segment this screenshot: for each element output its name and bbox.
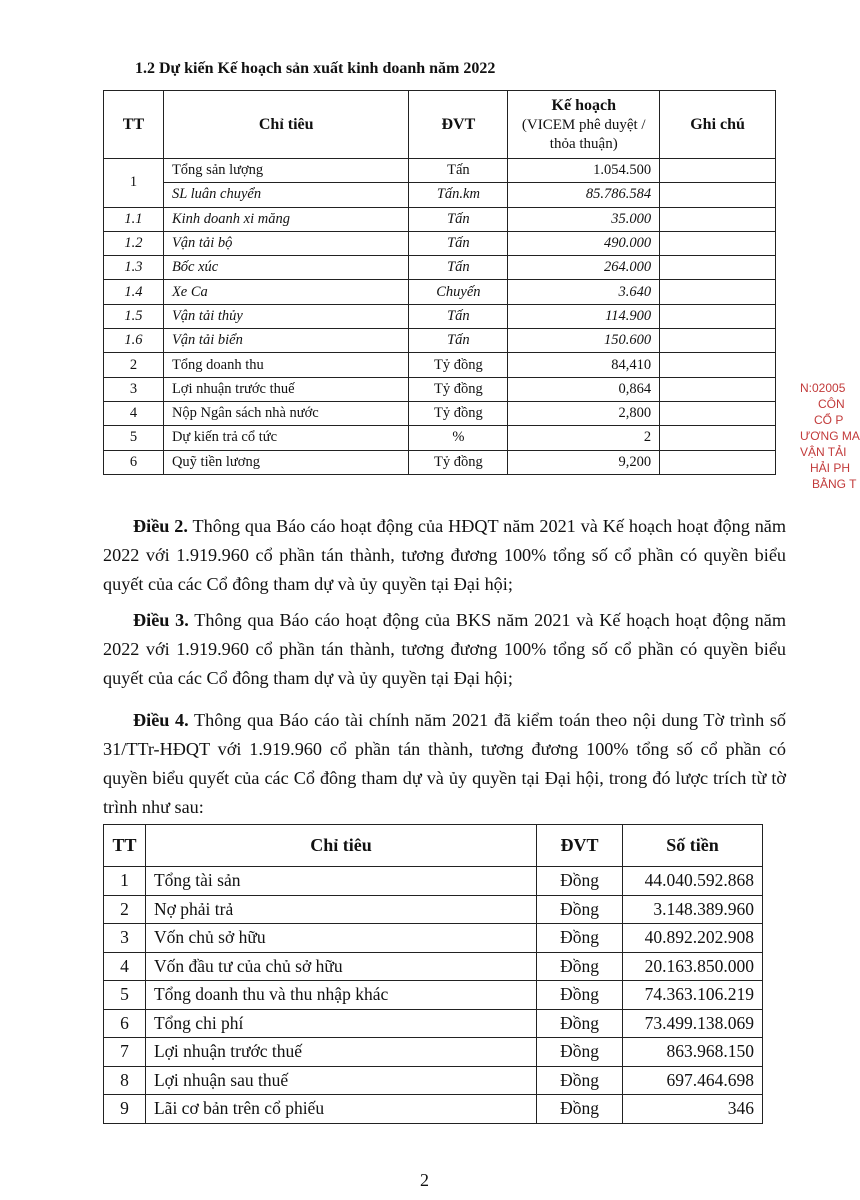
cell-tt: 3 (104, 924, 146, 953)
table-row (104, 450, 776, 474)
table-row (104, 159, 776, 183)
cell-dvt: Tấn (409, 207, 508, 231)
cell-chi-tieu: Xe Ca (163, 280, 409, 304)
cell-chi-tieu: Tổng doanh thu (163, 353, 409, 377)
cell-dvt: Đồng (537, 981, 623, 1010)
cell-chi-tieu: Vốn đầu tư của chủ sở hữu (145, 952, 536, 981)
cell-dvt: Đồng (537, 924, 623, 953)
cell-ghi-chu (660, 329, 776, 353)
cell-tt: 1.5 (104, 304, 164, 328)
cell-dvt: Tỷ đồng (409, 450, 508, 474)
cell-value: 1.054.500 (508, 159, 660, 183)
cell-dvt: Đồng (537, 895, 623, 924)
cell-ghi-chu (660, 280, 776, 304)
cell-value: 490.000 (508, 231, 660, 255)
cell-tt: 9 (104, 1095, 146, 1124)
cell-value: 863.968.150 (623, 1038, 763, 1067)
cell-value: 2,800 (508, 401, 660, 425)
cell-chi-tieu: Tổng chi phí (145, 1009, 536, 1038)
financial-table (103, 824, 763, 1124)
cell-dvt: Tỷ đồng (409, 353, 508, 377)
table-row (104, 426, 776, 450)
cell-tt: 1 (104, 159, 164, 208)
table-row (104, 952, 763, 981)
cell-ghi-chu (660, 183, 776, 207)
dieu-3-text: Thông qua Báo cáo hoạt động của BKS năm 2021 và Kế hoạch hoạt động năm 2022 với 1.919.960 cổ phần tán thành, tương đương 100% tổng số cổ phần có quyền biểu quyết của các Cổ đông tham dự và ủy quyền tại Đại hội; (103, 610, 787, 688)
header-ke-hoach (508, 91, 660, 159)
cell-value: 85.786.584 (508, 183, 660, 207)
cell-tt: 2 (104, 895, 146, 924)
header-chi-tieu: Chỉ tiêu (163, 91, 409, 159)
cell-chi-tieu: Tổng doanh thu và thu nhập khác (145, 981, 536, 1010)
cell-chi-tieu: Tổng sản lượng (163, 159, 409, 183)
cell-value: 150.600 (508, 329, 660, 353)
table-row (104, 924, 763, 953)
cell-value: 3.640 (508, 280, 660, 304)
cell-ghi-chu (660, 450, 776, 474)
header-ke-hoach-sub: (VICEM phê duyệt / thỏa thuận) (521, 116, 646, 152)
cell-chi-tieu: Quỹ tiền lương (163, 450, 409, 474)
table-row (104, 329, 776, 353)
cell-dvt: Đồng (537, 1095, 623, 1124)
table-row (104, 377, 776, 401)
table-row (104, 231, 776, 255)
cell-dvt: Tỷ đồng (409, 401, 508, 425)
cell-value: 73.499.138.069 (623, 1009, 763, 1038)
cell-ghi-chu (660, 304, 776, 328)
cell-tt: 8 (104, 1066, 146, 1095)
cell-chi-tieu: SL luân chuyển (163, 183, 409, 207)
header-ghi-chu: Ghi chú (660, 91, 776, 159)
table-row (104, 353, 776, 377)
cell-tt: 1.3 (104, 256, 164, 280)
cell-value: 2 (508, 426, 660, 450)
stamp-line: HẢI PH (810, 461, 851, 475)
plan-table-header (104, 91, 776, 159)
dieu-2-label: Điều 2. (133, 516, 188, 536)
cell-value: 697.464.698 (623, 1066, 763, 1095)
table-row (104, 1009, 763, 1038)
cell-ghi-chu (660, 207, 776, 231)
table-row (104, 895, 763, 924)
table-row (104, 401, 776, 425)
header-tt: TT (104, 91, 164, 159)
stamp-line: CÔN (818, 397, 845, 411)
cell-tt: 1.1 (104, 207, 164, 231)
cell-tt: 4 (104, 952, 146, 981)
cell-tt: 1.4 (104, 280, 164, 304)
cell-value: 114.900 (508, 304, 660, 328)
cell-value: 40.892.202.908 (623, 924, 763, 953)
cell-dvt: Đồng (537, 1066, 623, 1095)
stamp-line: VẬN TẢI (800, 445, 847, 459)
cell-chi-tieu: Nộp Ngân sách nhà nước (163, 401, 409, 425)
table-row (104, 867, 763, 896)
cell-tt: 7 (104, 1038, 146, 1067)
cell-value: 264.000 (508, 256, 660, 280)
cell-tt: 6 (104, 450, 164, 474)
cell-dvt: Tấn (409, 256, 508, 280)
stamp-line: CỔ P (814, 413, 844, 427)
cell-chi-tieu: Vận tải biển (163, 329, 409, 353)
cell-tt: 1.6 (104, 329, 164, 353)
cell-chi-tieu: Tổng tài sản (145, 867, 536, 896)
cell-chi-tieu: Kinh doanh xi măng (163, 207, 409, 231)
cell-dvt: Tấn (409, 329, 508, 353)
header-ke-hoach-title: Kế hoạch (551, 96, 616, 114)
cell-chi-tieu: Lợi nhuận trước thuế (163, 377, 409, 401)
cell-tt: 2 (104, 353, 164, 377)
cell-tt: 3 (104, 377, 164, 401)
cell-tt: 1 (104, 867, 146, 896)
dieu-4-paragraph (103, 706, 786, 822)
cell-chi-tieu: Lợi nhuận sau thuế (145, 1066, 536, 1095)
cell-chi-tieu: Lợi nhuận trước thuế (145, 1038, 536, 1067)
cell-value: 9,200 (508, 450, 660, 474)
cell-value: 74.363.106.219 (623, 981, 763, 1010)
cell-value: 20.163.850.000 (623, 952, 763, 981)
cell-dvt: Tấn (409, 159, 508, 183)
dieu-2-paragraph (103, 512, 786, 599)
cell-dvt: Tỷ đồng (409, 377, 508, 401)
cell-value: 35.000 (508, 207, 660, 231)
dieu-4-label: Điều 4. (133, 710, 189, 730)
cell-chi-tieu: Lãi cơ bản trên cổ phiếu (145, 1095, 536, 1124)
cell-dvt: Đồng (537, 1009, 623, 1038)
header-so-tien: Số tiền (623, 825, 763, 867)
cell-dvt: Tấn (409, 231, 508, 255)
cell-dvt: Tấn.km (409, 183, 508, 207)
cell-tt: 4 (104, 401, 164, 425)
cell-ghi-chu (660, 377, 776, 401)
cell-value: 84,410 (508, 353, 660, 377)
cell-chi-tieu: Vốn chủ sở hữu (145, 924, 536, 953)
cell-chi-tieu: Nợ phải trả (145, 895, 536, 924)
dieu-2-text: Thông qua Báo cáo hoạt động của HĐQT năm 2021 và Kế hoạch hoạt động năm 2022 với 1.919.960 cổ phần tán thành, tương đương 100% tổng số cổ phần có quyền biểu quyết của các Cổ đông tham dự và ủy quyền tại Đại hội; (103, 516, 787, 594)
cell-chi-tieu: Vận tải thủy (163, 304, 409, 328)
stamp-line: BẰNG T (812, 477, 857, 491)
cell-ghi-chu (660, 231, 776, 255)
cell-tt: 1.2 (104, 231, 164, 255)
dieu-4-text: Thông qua Báo cáo tài chính năm 2021 đã kiểm toán theo nội dung Tờ trình số 31/TTr-HĐQT với 1.919.960 cổ phần tán thành, tương đương 100% tổng số cổ phần có quyền biểu quyết của các Cổ đông tham dự và ủy quyền tại Đại hội, trong đó lược trích từ tờ trình như sau: (103, 710, 786, 817)
cell-ghi-chu (660, 256, 776, 280)
header-dvt: ĐVT (537, 825, 623, 867)
cell-dvt: Chuyến (409, 280, 508, 304)
table-row (104, 1095, 763, 1124)
cell-chi-tieu: Vận tải bộ (163, 231, 409, 255)
header-chi-tieu: Chỉ tiêu (145, 825, 536, 867)
table-row (104, 1066, 763, 1095)
cell-ghi-chu (660, 401, 776, 425)
page-number: 2 (420, 1170, 429, 1190)
table-row (104, 981, 763, 1010)
cell-ghi-chu (660, 159, 776, 183)
dieu-3-paragraph (103, 606, 786, 693)
plan-table (103, 90, 776, 475)
cell-dvt: Tấn (409, 304, 508, 328)
cell-tt: 5 (104, 426, 164, 450)
table-row (104, 207, 776, 231)
header-tt: TT (104, 825, 146, 867)
table-row (104, 280, 776, 304)
company-stamp (800, 380, 860, 590)
table-row (104, 256, 776, 280)
stamp-line: ƯƠNG MA (800, 429, 860, 443)
cell-chi-tieu: Bốc xúc (163, 256, 409, 280)
cell-dvt: % (409, 426, 508, 450)
cell-tt: 6 (104, 1009, 146, 1038)
cell-value: 44.040.592.868 (623, 867, 763, 896)
cell-dvt: Đồng (537, 952, 623, 981)
stamp-line: N:02005 (800, 381, 846, 395)
cell-dvt: Đồng (537, 1038, 623, 1067)
cell-dvt: Đồng (537, 867, 623, 896)
section-title: 1.2 Dự kiến Kế hoạch sản xuất kinh doanh năm 2022 (135, 60, 496, 77)
table-row (104, 304, 776, 328)
cell-ghi-chu (660, 353, 776, 377)
cell-tt: 5 (104, 981, 146, 1010)
header-dvt: ĐVT (409, 91, 508, 159)
financial-table-header (104, 825, 763, 867)
cell-chi-tieu: Dự kiến trả cổ tức (163, 426, 409, 450)
cell-value: 346 (623, 1095, 763, 1124)
dieu-3-label: Điều 3. (133, 610, 189, 630)
cell-value: 3.148.389.960 (623, 895, 763, 924)
table-row (104, 1038, 763, 1067)
cell-ghi-chu (660, 426, 776, 450)
table-row (104, 183, 776, 207)
cell-value: 0,864 (508, 377, 660, 401)
